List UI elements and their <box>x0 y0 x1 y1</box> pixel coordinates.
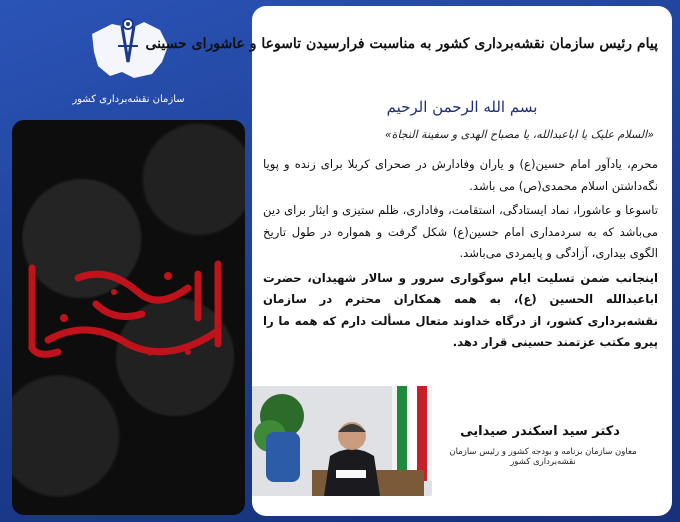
left-column <box>12 6 245 516</box>
logo-caption: سازمان نقشه‌برداری کشور <box>72 94 185 105</box>
calligraphy-icon <box>18 248 240 368</box>
message-body <box>263 154 658 357</box>
mourning-banner <box>12 120 245 515</box>
official-photo <box>252 386 432 496</box>
salutation: «السلام علیک یا اباعبدالله، یا مصباح الهدی و سفینة النجاة» <box>384 128 654 141</box>
message-card <box>145 6 672 516</box>
paragraph: تاسوعا و عاشورا، نماد ایستادگی، استقامت، وفاداری، ظلم ستیزی و ایثار برای دین می‌باشد که به سردمداری امام حسین(ع) شکل گرفت و همواره در طول تاریخ الگوی بیداری، آزادگی و پایمردی می‌باشد. <box>263 203 658 260</box>
basmala: بسم الله الرحمن الرحیم <box>386 98 538 116</box>
paragraph: اینجانب ضمن تسلیت ایام سوگواری سرور و سالار شهیدان، حضرت اباعبدالله الحسین (ع)، به همه همکاران محترم در سازمان نقشه‌برداری کشور، از درگاه خداوند متعال مسألت دارم که همه ما را پیرو مکتب عزتمند حسینی قرار دهد. <box>263 270 658 349</box>
signatory-title: معاون سازمان برنامه و بودجه کشور و رئیس سازمان نقشه‌برداری کشور <box>449 447 637 467</box>
message-title: پیام رئیس سازمان نقشه‌برداری کشور به مناسبت فرارسیدن تاسوعا و عاشورای حسینی <box>145 36 658 52</box>
paragraph: محرم، یادآور امام حسین(ع) و یاران وفادارش در صحرای کربلا برای زنده و پویا نگه‌داشتن اسلام محمدی(ص) می باشد. <box>263 157 658 193</box>
signatory-name: دکتر سید اسکندر صیدایی <box>460 424 620 439</box>
